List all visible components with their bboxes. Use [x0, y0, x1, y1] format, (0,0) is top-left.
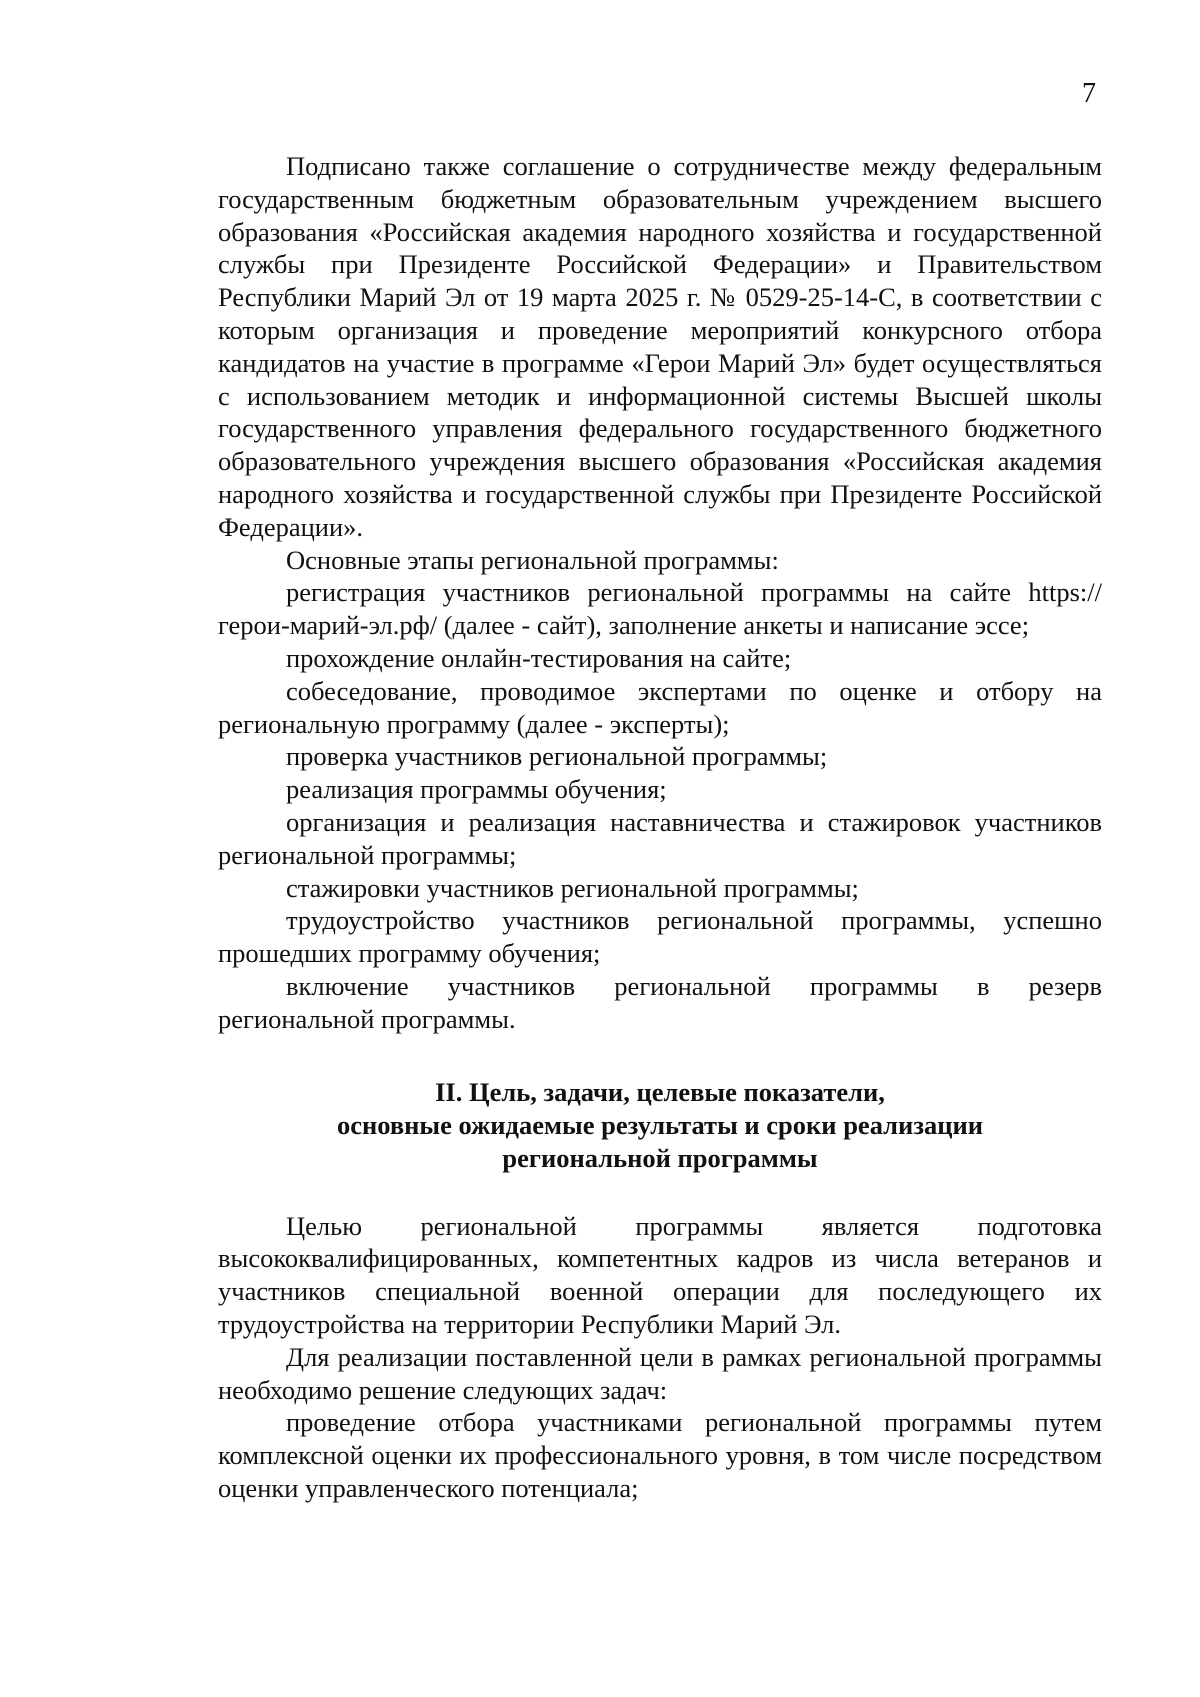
list-item-employment: трудоустройство участников региональной программы, успешно прошедших программу обучения;	[218, 905, 1102, 969]
list-item-training: реализация программы обучения;	[286, 774, 667, 805]
page-number: 7	[1082, 78, 1096, 109]
section-heading	[218, 1076, 1102, 1175]
document-body	[218, 150, 1102, 1505]
section-heading-line-3: региональной программы	[502, 1142, 818, 1173]
paragraph-goal: Целью региональной программы является подготовка высококвалифицированных, компетентных кадров из числа ветеранов и участников специальной военной операции для последующего их трудоустройства на территории Республики Марий Эл.	[218, 1210, 1102, 1339]
section-heading-line-2: основные ожидаемые результаты и сроки реализации	[336, 1109, 984, 1140]
paragraph-tasks-intro: Для реализации поставленной цели в рамках региональной программы необходимо решение следующих задач:	[218, 1341, 1102, 1405]
list-item-interview: собеседование, проводимое экспертами по оценке и отбору на региональную программу (далее - эксперты);	[218, 675, 1102, 739]
list-item-online-testing: прохождение онлайн-тестирования на сайте;	[286, 642, 792, 673]
paragraph-stages-intro: Основные этапы региональной программы:	[286, 544, 779, 575]
list-item-reserve: включение участников региональной программы в резерв региональной программы.	[218, 970, 1102, 1034]
list-item-verification: проверка участников региональной программы;	[286, 741, 828, 772]
section-heading-line-1: II. Цель, задачи, целевые показатели,	[435, 1076, 885, 1107]
list-item-selection: проведение отбора участниками региональной программы путем комплексной оценки их профессионального уровня, в том числе посредством оценки управленческого потенциала;	[218, 1407, 1102, 1503]
list-item-mentoring: организация и реализация наставничества и стажировок участников региональной программы;	[218, 806, 1102, 870]
list-item-internships: стажировки участников региональной программы;	[286, 872, 859, 903]
list-item-registration: регистрация участников региональной программы на сайте https://герои-марий-эл.рф/ (далее - сайт), заполнение анкеты и написание эссе;	[218, 577, 1102, 641]
paragraph-agreement: Подписано также соглашение о сотрудничестве между федеральным государственным бюджетным образовательным учреждением высшего образования «Российская академия народного хозяйства и государственной службы при Президенте Российской Федерации» и Правительством Республики Марий Эл от 19 марта 2025 г. № 0529-25-14-С, в соответствии с которым организация и проведение мероприятий конкурсного отбора кандидатов на участие в программе «Герои Марий Эл» будет осуществляться с использованием методик и информационной системы Высшей школы государственного управления федерального государственного бюджетного образовательного учреждения высшего образования «Российская академия народного хозяйства и государственной службы при Президенте Российской Федерации».	[218, 151, 1102, 542]
